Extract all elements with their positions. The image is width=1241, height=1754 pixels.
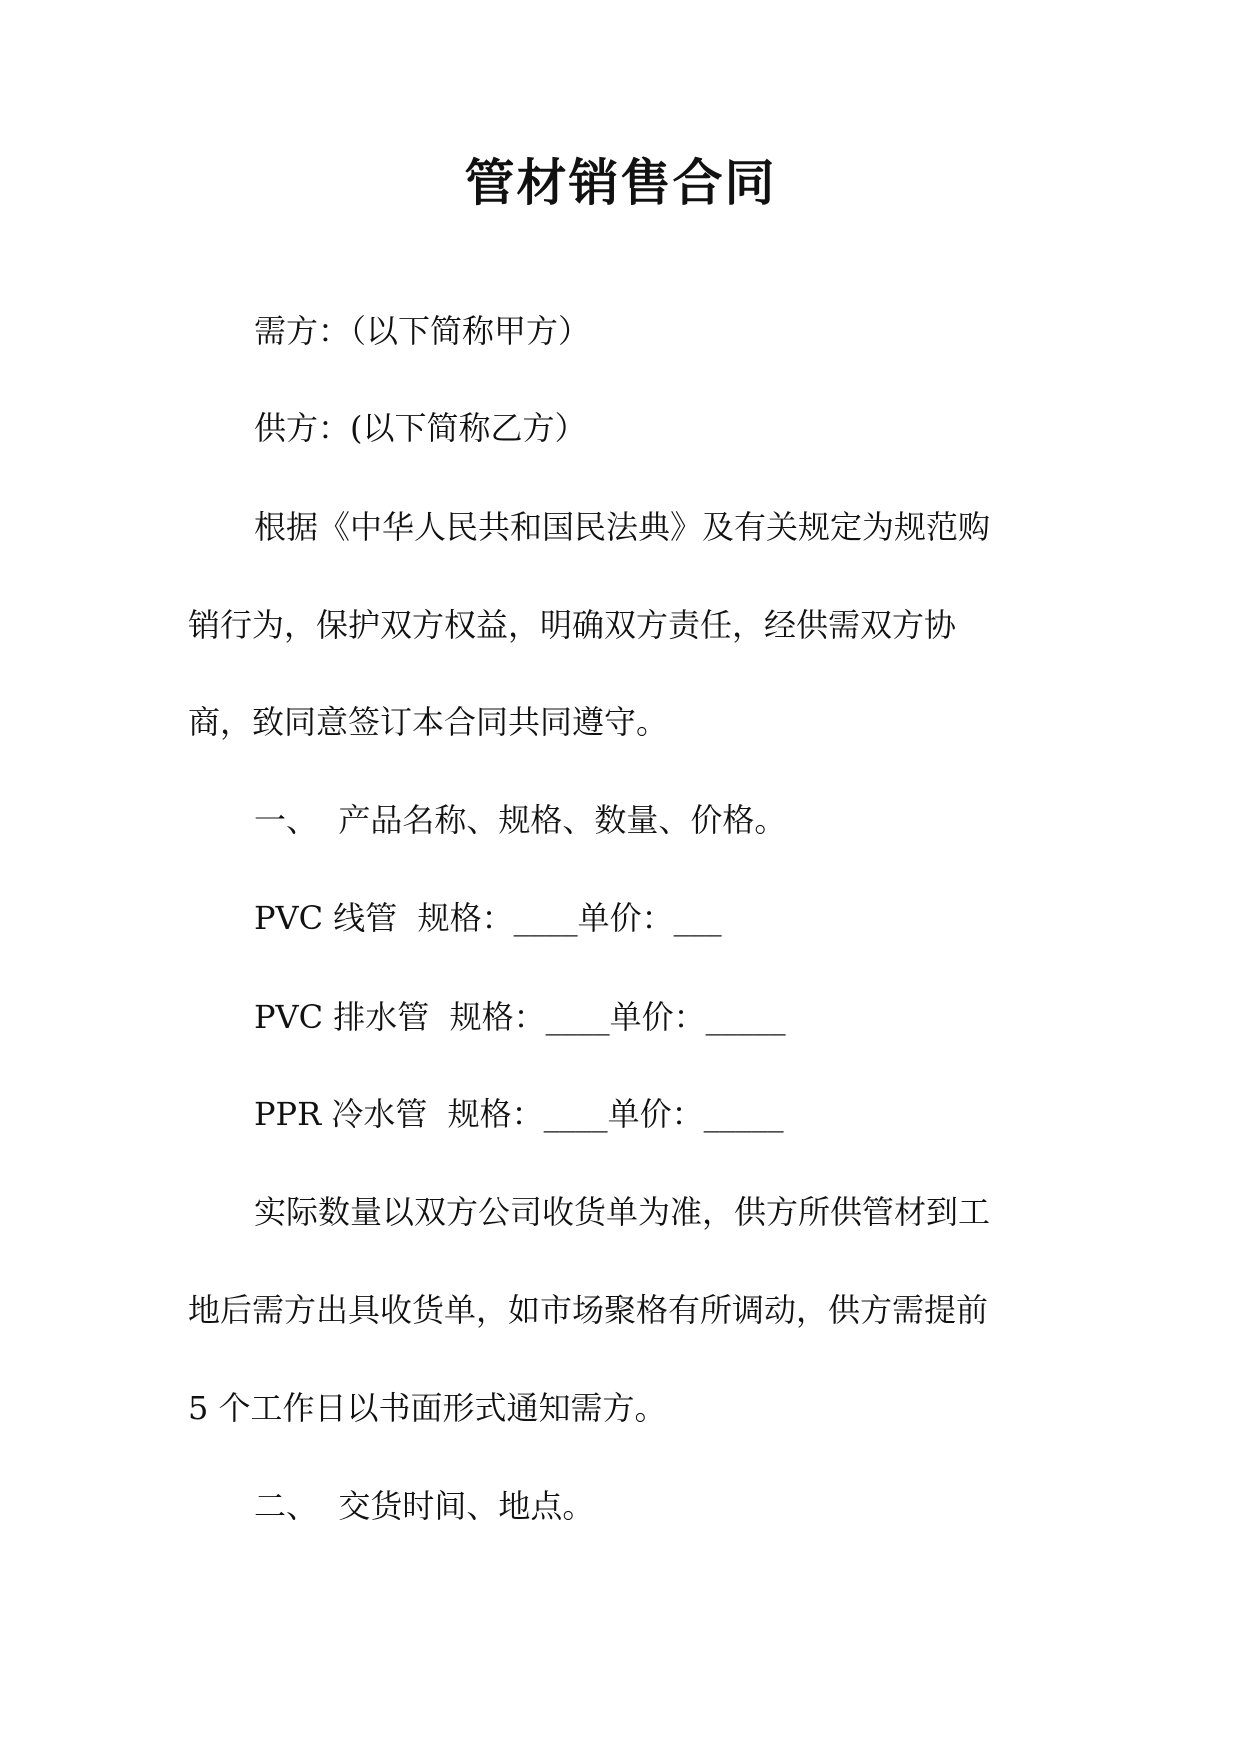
quantity-clause-line-3: 5 个工作日以书面形式通知需方。 — [188, 1389, 667, 1427]
section-2-heading: 二、 交货时间、地点。 — [254, 1487, 595, 1525]
section-1-heading: 一、 产品名称、规格、数量、价格。 — [254, 801, 787, 839]
party-supply-line: 供方：(以下简称乙方） — [254, 409, 587, 447]
document-title: 管材销售合同 — [464, 154, 777, 212]
preamble-line-3: 商，致同意签订本合同共同遵守。 — [188, 703, 669, 741]
party-demand-line: 需方：（以下简称甲方） — [254, 312, 591, 350]
preamble-line-1: 根据《中华人民共和国民法典》及有关规定为规范购 — [254, 508, 991, 546]
product-pvc-conduit: PVC 线管 规格：____单价：___ — [254, 899, 722, 937]
preamble-line-2: 销行为，保护双方权益，明确双方责任，经供需双方协 — [188, 606, 957, 644]
quantity-clause-line-2: 地后需方出具收货单，如市场聚格有所调动，供方需提前 — [188, 1291, 989, 1329]
product-pvc-drain: PVC 排水管 规格：____单价：_____ — [254, 998, 786, 1036]
quantity-clause-line-1: 实际数量以双方公司收货单为准，供方所供管材到工 — [254, 1193, 991, 1231]
product-ppr-cold-water: PPR 冷水管 规格：____单价：_____ — [254, 1095, 784, 1133]
